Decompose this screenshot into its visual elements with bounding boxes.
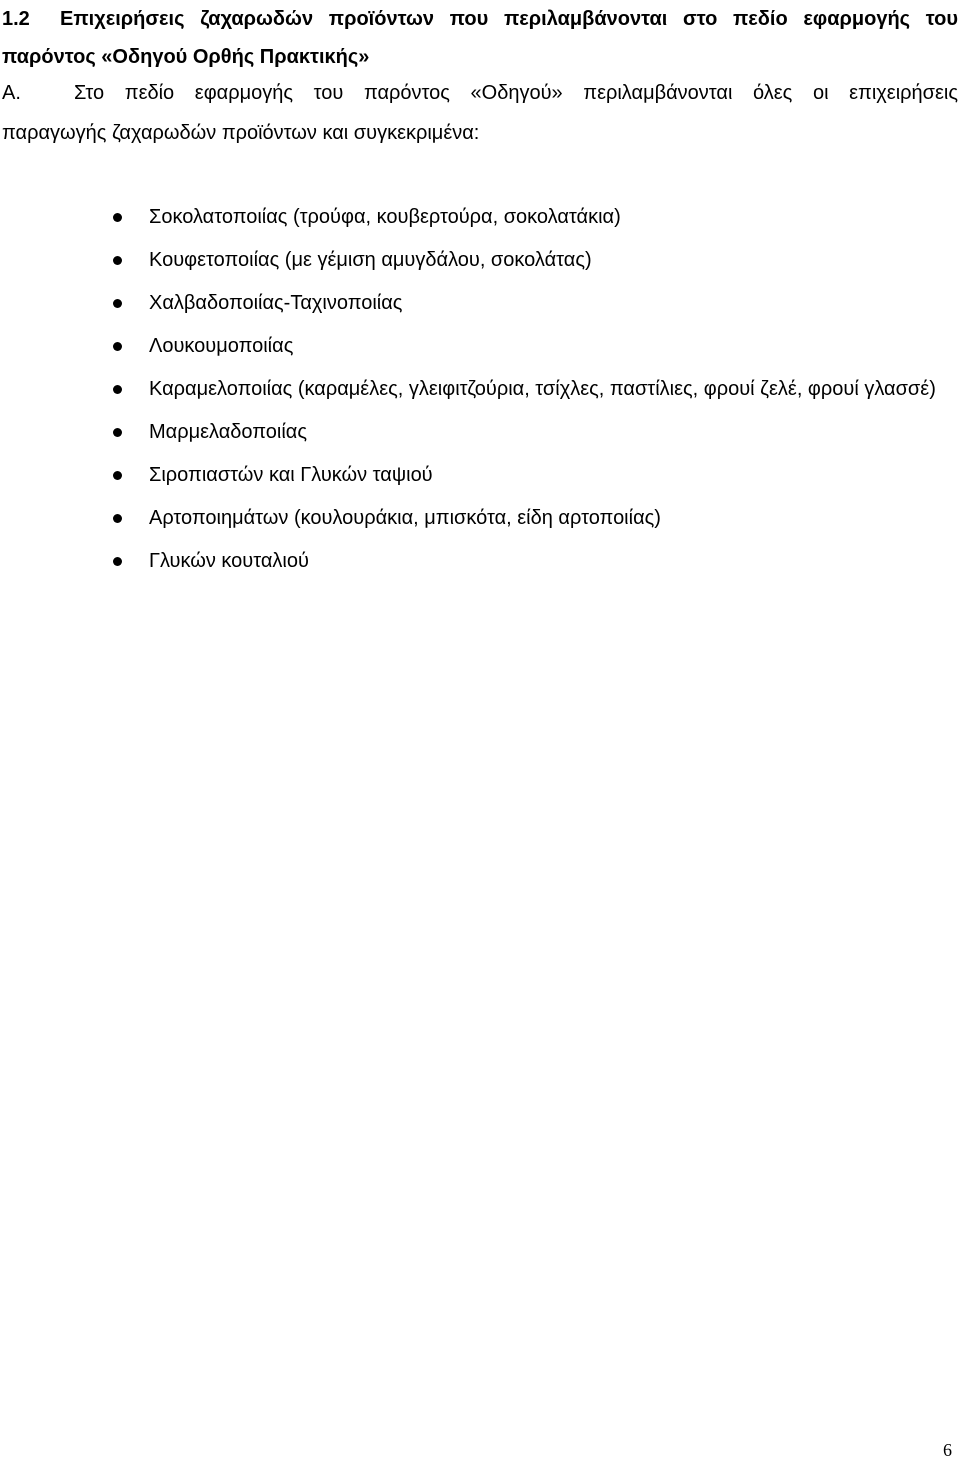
list-item-text: Σιροπιαστών και Γλυκών ταψιού <box>149 464 433 486</box>
section-title-line-1: Επιχειρήσεις ζαχαρωδών προϊόντων που περιλαμβάνονται στο πεδίο εφαρμογής του <box>60 8 958 30</box>
section-heading <box>2 0 958 76</box>
list-item-text: Κουφετοποιίας (με γέμιση αμυγδάλου, σοκολάτας) <box>149 249 592 271</box>
section-title-line-2: παρόντος «Οδηγού Ορθής Πρακτικής» <box>2 46 370 68</box>
bullet-icon <box>113 299 122 308</box>
business-types-list <box>0 196 960 583</box>
intro-text-line-1: Στο πεδίο εφαρμογής του παρόντος «Οδηγού» περιλαμβάνονται όλες οι επιχειρήσεις <box>74 82 958 104</box>
list-item <box>0 540 960 583</box>
bullet-icon <box>113 557 122 566</box>
intro-text-line-2: παραγωγής ζαχαρωδών προϊόντων και συγκεκριμένα: <box>2 122 480 144</box>
list-item-text: Μαρμελαδοποιίας <box>149 421 307 443</box>
list-item-text: Καραμελοποιίας (καραμέλες, γλειφιτζούρια, τσίχλες, παστίλιες, φρουί ζελέ, φρουί γλασσέ) <box>149 378 936 400</box>
bullet-icon <box>113 428 122 437</box>
list-item-text: Χαλβαδοποιίας-Ταχινοποιίας <box>149 292 403 314</box>
bullet-icon <box>113 514 122 523</box>
bullet-icon <box>113 256 122 265</box>
bullet-icon <box>113 471 122 480</box>
bullet-icon <box>113 385 122 394</box>
bullet-icon <box>113 213 122 222</box>
section-number: 1.2 <box>2 8 30 30</box>
section-heading-line-1 <box>2 0 958 38</box>
bullet-icon <box>113 342 122 351</box>
list-item <box>0 196 960 239</box>
list-item-text: Σοκολατοποιίας (τρούφα, κουβερτούρα, σοκολατάκια) <box>149 206 621 228</box>
list-item <box>0 325 960 368</box>
list-item-text: Αρτοποιημάτων (κουλουράκια, μπισκότα, είδη αρτοποιίας) <box>149 507 661 529</box>
list-item <box>0 411 960 454</box>
list-item <box>0 239 960 282</box>
list-item <box>0 497 960 540</box>
intro-line-1 <box>2 73 958 113</box>
intro-paragraph <box>2 73 958 153</box>
list-item <box>0 282 960 325</box>
list-item-text: Γλυκών κουταλιού <box>149 550 309 572</box>
page-number: 6 <box>943 1440 952 1460</box>
list-item <box>0 368 960 411</box>
list-item-text: Λουκουμοποιίας <box>149 335 294 357</box>
list-item <box>0 454 960 497</box>
intro-label: Α. <box>2 82 21 104</box>
